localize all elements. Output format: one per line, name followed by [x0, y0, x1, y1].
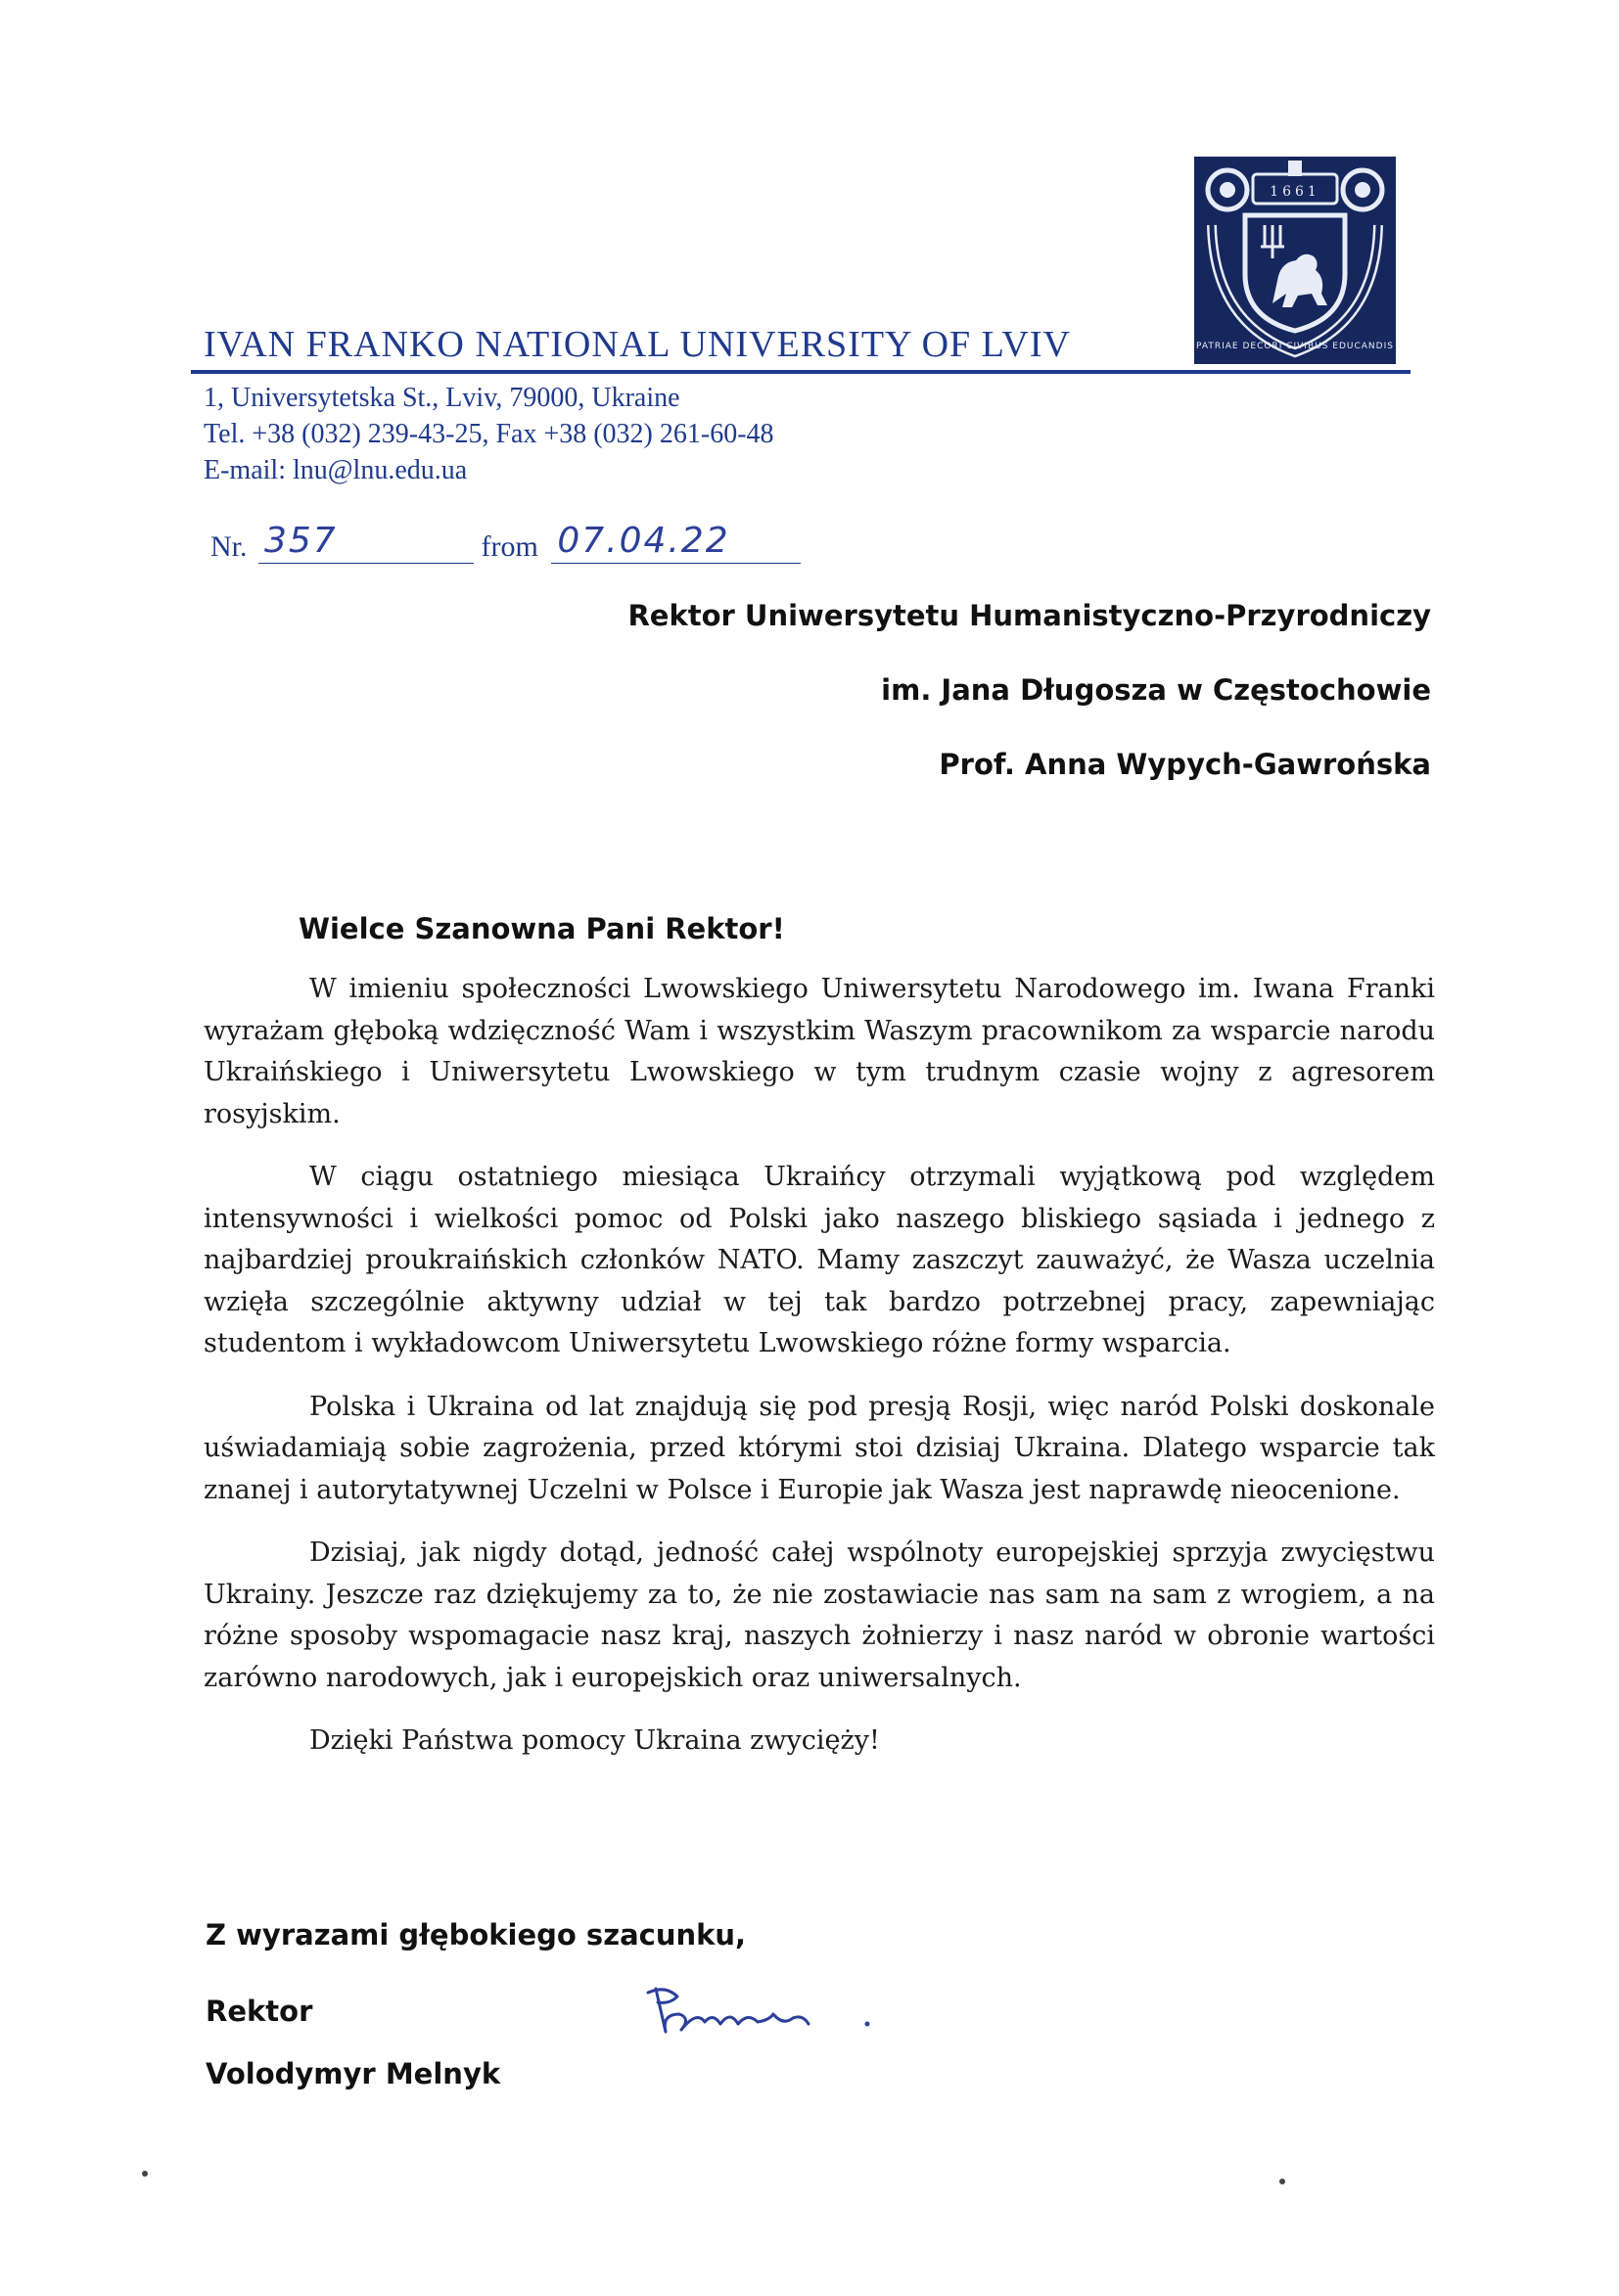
recipient-line: Prof. Anna Wypych-Gawrońska	[939, 748, 1431, 781]
nr-label: Nr.	[210, 530, 248, 563]
date-value: 07.04.22	[557, 521, 730, 561]
letterhead-divider	[191, 370, 1411, 374]
paragraph: Dzięki Państwa pomocy Ukraina zwycięży!	[309, 1725, 880, 1756]
scan-speck	[1279, 2179, 1285, 2184]
recipient-block	[627, 599, 1431, 822]
university-name: IVAN FRANKO NATIONAL UNIVERSITY OF LVIV	[204, 324, 1071, 365]
paragraph: Polska i Ukraina od lat znajdują się pod presją Rosji, więc naród Polski doskonale uświadamiają sobie zagrożenia, przed którymi stoi dzisiaj Ukraina. Dlatego wsparcie tak znanej i autorytatywnej Uczelni w Polsce i Europie jak Wasza jest naprawdę nieocenione.	[204, 1391, 1435, 1505]
paragraph: W ciągu ostatniego miesiąca Ukraińcy otrzymali wyjątkową pod względem intensywności i wielkości pomoc od Polski jako naszego bliskiego sąsiada i jednego z najbardziej proukraińskich członków NATO. Mamy zaszczyt zauważyć, że Wasza uczelnia wzięła szczególnie aktywny udział w tej tak bardzo potrzebnej pracy, zapewniając studentom i wykładowcom Uniwersytetu Lwowskiego różne formy wsparcia.	[204, 1162, 1435, 1358]
paragraph: Dzisiaj, jak nigdy dotąd, jedność całej wspólnoty europejskiej sprzyja zwycięstwu Ukrainy. Jeszcze raz dziękujemy za to, że nie zostawiacie nas sam na sam z wrogiem, a na różne sposoby wspomagacie nasz kraj, naszych żołnierzy i nasz naród w obronie wartości zarówno narodowych, jak i europejskich oraz uniwersalnych.	[204, 1538, 1435, 1693]
nr-value: 357	[264, 521, 338, 561]
phone-fax-line: Tel. +38 (032) 239-43-25, Fax +38 (032) 261-60-48	[204, 419, 774, 449]
recipient-line: Rektor Uniwersytetu Humanistyczno-Przyrodniczy	[627, 599, 1431, 632]
date-field	[551, 521, 801, 564]
reference-line	[210, 521, 801, 564]
letter-body	[204, 969, 1435, 1784]
salutation: Wielce Szanowna Pani Rektor!	[299, 912, 785, 945]
address-line: 1, Universytetska St., Lviv, 79000, Ukraine	[204, 383, 680, 413]
paragraph: W imieniu społeczności Lwowskiego Uniwersytetu Narodowego im. Iwana Franki wyrażam głęboką wdzięczność Wam i wszystkim Waszym pracownikom za wsparcie narodu Ukraińskiego i Uniwersytetu Lwowskiego w tym trudnym czasie wojny z agresorem rosyjskim.	[204, 974, 1435, 1129]
closing-regards: Z wyrazami głębokiego szacunku,	[206, 1918, 747, 1952]
nr-field	[258, 521, 474, 564]
email-line: E-mail: lnu@lnu.edu.ua	[204, 455, 468, 485]
signatory-name: Volodymyr Melnyk	[206, 2057, 501, 2090]
scan-speck	[142, 2171, 148, 2177]
from-label: from	[481, 530, 538, 563]
handwritten-signature	[636, 1975, 891, 2043]
crest-year: 1661	[1270, 184, 1320, 200]
letterhead	[204, 323, 1410, 366]
signatory-title: Rektor	[206, 1995, 313, 2028]
crest-motto: PATRIAE DECORI CIVIBUS EDUCANDIS	[1196, 342, 1394, 351]
letterhead-address	[204, 380, 774, 488]
recipient-line: im. Jana Długosza w Częstochowie	[881, 673, 1431, 707]
